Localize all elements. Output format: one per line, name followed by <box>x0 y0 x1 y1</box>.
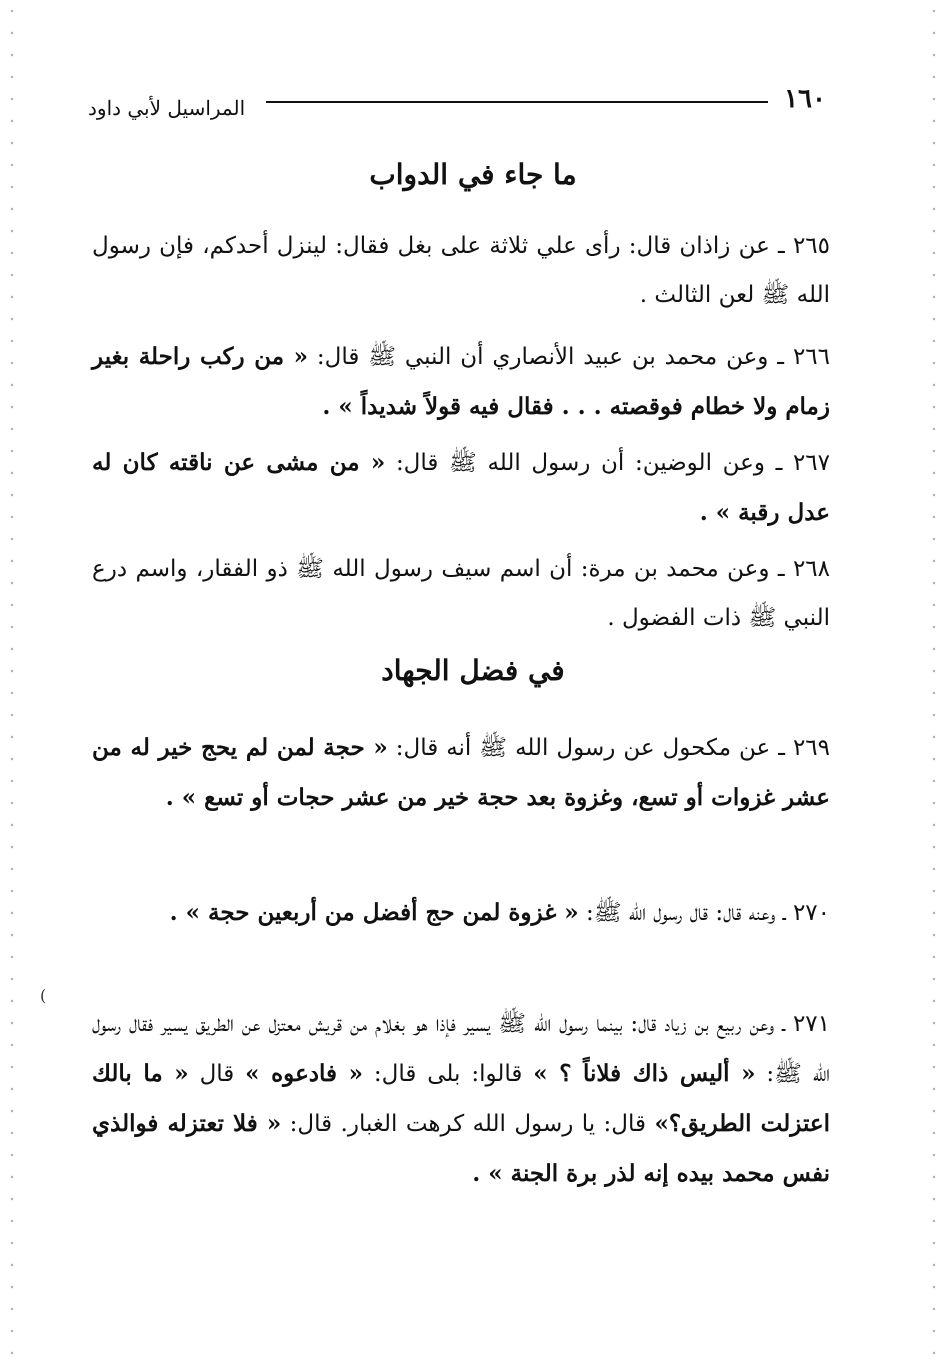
hadith-267 <box>92 438 830 538</box>
hadith-number: ٢٦٨ <box>792 556 830 582</box>
hadith-quote-part: « فادعوه » <box>245 1060 363 1087</box>
hadith-quote-part: « أليس ذاك فلاناً ؟ » <box>533 1060 756 1087</box>
section-heading-jihad: في فضل الجهاد <box>381 654 565 687</box>
hadith-number: ٢٦٩ <box>792 735 830 761</box>
hadith-number: ٢٦٧ <box>792 450 831 476</box>
hadith-number: ٢٧١ <box>792 1011 830 1037</box>
hadith-intro: ـ وعن الوضين: أن رسول الله ﷺ قال: <box>395 450 783 476</box>
hadith-intro: ـ عن مكحول عن رسول الله ﷺ أنه قال: <box>395 735 785 761</box>
hadith-265 <box>92 222 830 320</box>
hadith-text: ـ عن زاذان قال: رأى علي ثلاثة على بغل فقال: لينزل أحدكم، فإن رسول الله ﷺ لعن الثالث . <box>92 233 830 308</box>
hadith-quote: « غزوة لمن حج أفضل من أربعين حجة » . <box>169 899 579 926</box>
hadith-number: ٢٦٥ <box>792 233 830 259</box>
hadith-intro: ـ وعنه قال: قال رسول الله ﷺ: <box>585 900 786 926</box>
header-rule <box>266 101 768 103</box>
book-title: المراسيل لأبي داود <box>88 96 246 120</box>
hadith-number: ٢٧٠ <box>792 900 830 926</box>
hadith-quote: « من مشى عن ناقته كان له عدل رقبة » . <box>92 449 830 526</box>
section-heading-animals: ما جاء في الدواب <box>369 158 577 191</box>
hadith-text-part: قال: يا رسول الله كرهت الغبار. قال: <box>289 1111 647 1137</box>
hadith-quote-part: « ما بالك اعتزلت الطريق؟» <box>92 1060 831 1137</box>
hadith-intro: ـ وعن محمد بن عبيد الأنصاري أن النبي ﷺ قال: <box>316 344 785 370</box>
margin-mark: ) <box>40 986 47 1005</box>
hadith-text: ـ وعن محمد بن مرة: أن اسم سيف رسول الله ﷺ ذو الفقار، واسم درع النبي ﷺ ذات الفضول . <box>92 556 830 631</box>
running-header <box>88 84 826 124</box>
hadith-266 <box>92 332 830 432</box>
hadith-text-part: قال <box>199 1061 235 1087</box>
hadith-text-part: ـ وعن ربيع بن زياد قال: بينما رسول الله ﷺ يسير فإذا هو بغلام من قريش معتزل عن الطريق يسير فقال رسول الله ﷺ: <box>92 1011 831 1087</box>
hadith-quote-part: « فلا تعتزله فوالذي نفس محمد بيده إنه لذر برة الجنة » . <box>92 1110 830 1187</box>
hadith-269 <box>92 723 830 823</box>
hadith-quote: « من ركب راحلة بغير زمام ولا خطام فوقصته . . . فقال فيه قولاً شديداً » . <box>92 343 830 420</box>
hadith-270 <box>92 888 830 938</box>
hadith-271 <box>92 1000 830 1199</box>
hadith-268 <box>92 545 830 643</box>
page-number: ١٦٠ <box>784 84 826 114</box>
hadith-text-part: قالوا: بلى قال: <box>373 1061 523 1087</box>
hadith-quote: « حجة لمن لم يحج خير له من عشر غزوات أو تسع، وغزوة بعد حجة خير من عشر حجات أو تسع » . <box>92 734 830 811</box>
hadith-number: ٢٦٦ <box>792 344 830 370</box>
